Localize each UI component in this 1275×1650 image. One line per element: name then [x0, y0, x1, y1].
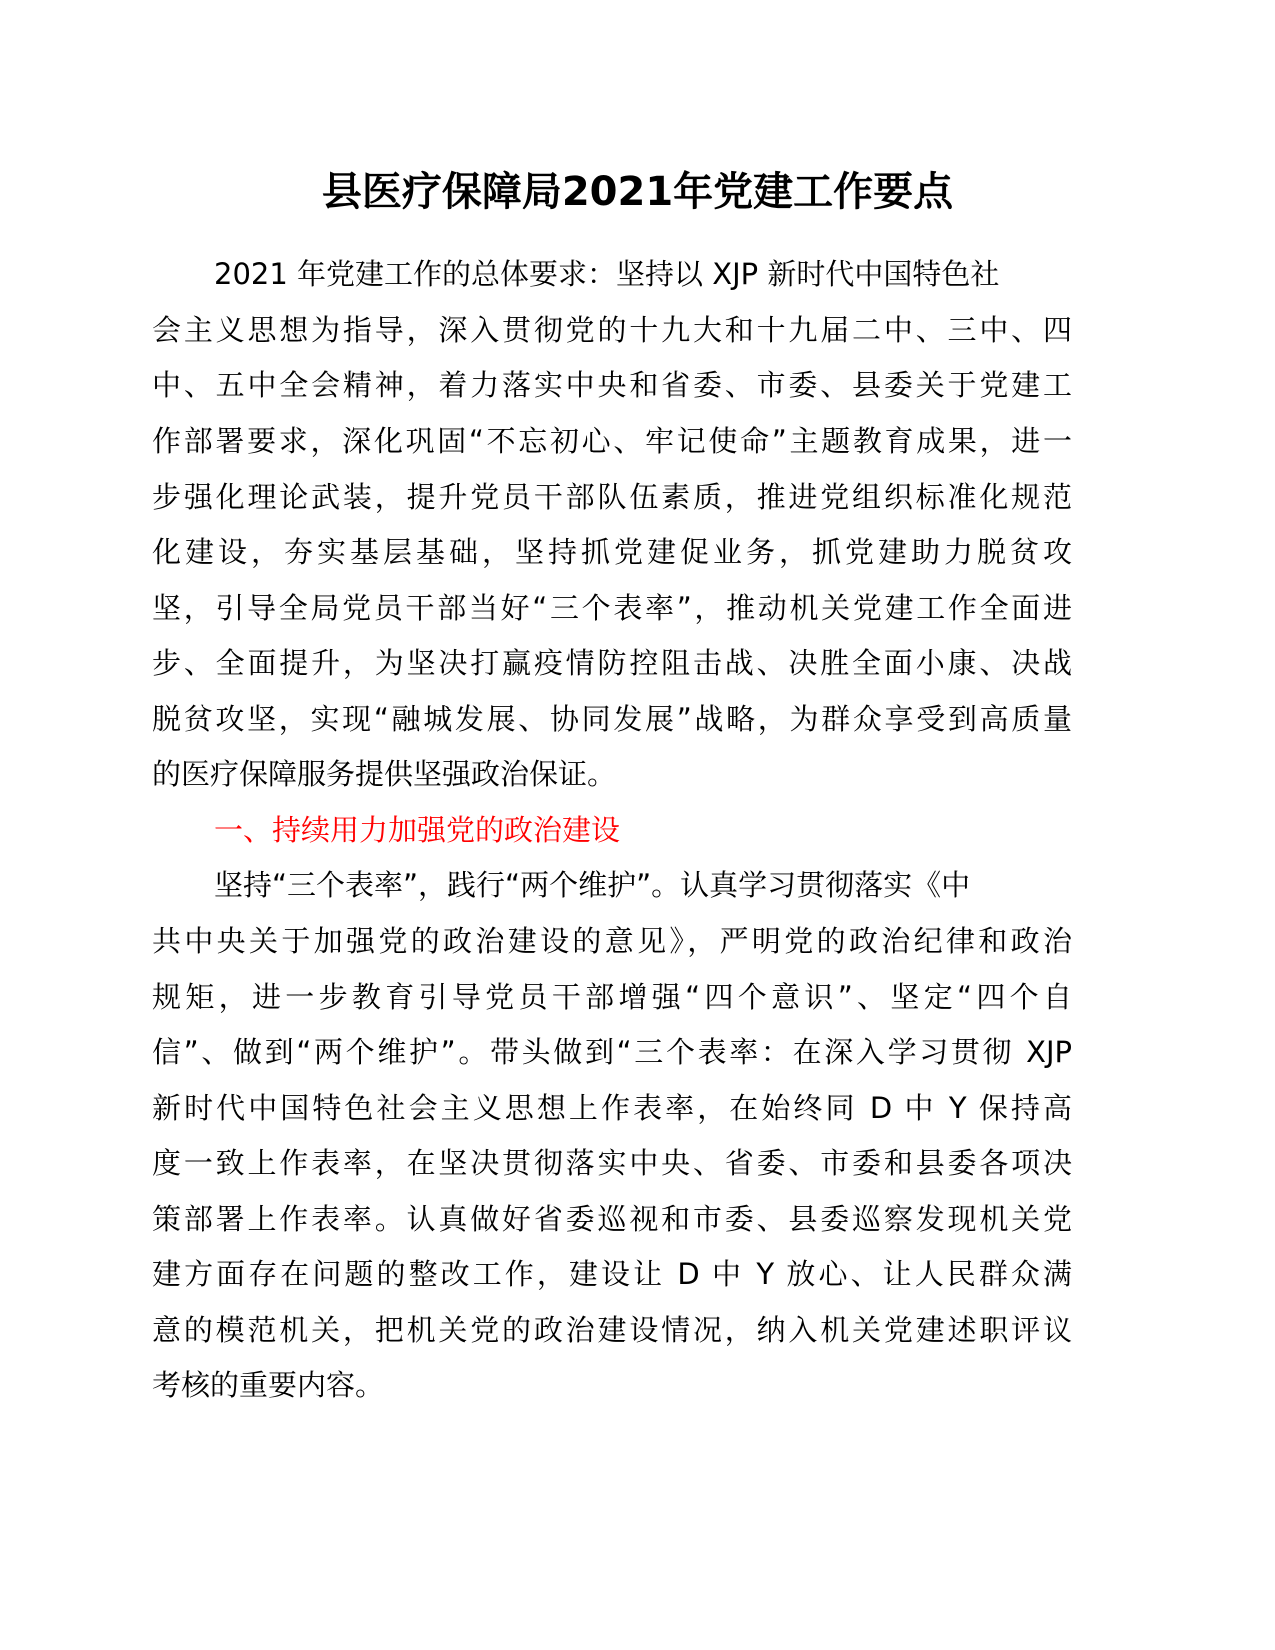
paragraph-line: 的医疗保障服务提供坚强政治保证。	[152, 757, 617, 791]
section-heading: 一、持续用力加强党的政治建设	[214, 813, 621, 847]
paragraph-line: 意的模范机关，把机关党的政治建设情况，纳入机关党建述职评议	[152, 1313, 1072, 1347]
paragraph-line: 中、五中全会精神，着力落实中央和省委、市委、县委关于党建工	[152, 368, 1072, 402]
paragraph-line: 策部署上作表率。认真做好省委巡视和市委、县委巡察发现机关党	[152, 1202, 1072, 1236]
paragraph-line: 会主义思想为指导，深入贯彻党的十九大和十九届二中、三中、四	[152, 313, 1072, 347]
document-title: 县医疗保障局2021年党建工作要点	[321, 169, 954, 215]
paragraph-line: 坚，引导全局党员干部当好“三个表率”，推动机关党建工作全面进	[152, 591, 1072, 625]
paragraph-line: 共中央关于加强党的政治建设的意见》，严明党的政治纪律和政治	[152, 924, 1072, 958]
paragraph-line: 脱贫攻坚，实现“融城发展、协同发展”战略，为群众享受到高质量	[152, 702, 1072, 736]
paragraph-line: 步、全面提升，为坚决打赢疫情防控阻击战、决胜全面小康、决战	[152, 646, 1072, 680]
paragraph-line: 坚持“三个表率”，践行“两个维护”。认真学习贯彻落实《中	[214, 868, 971, 902]
paragraph-line: 信”、做到“两个维护”。带头做到“三个表率：在深入学习贯彻 XJP	[152, 1035, 1072, 1069]
paragraph-line: 考核的重要内容。	[152, 1368, 385, 1402]
paragraph-line: 作部署要求，深化巩固“不忘初心、牢记使命”主题教育成果，进一	[152, 424, 1072, 458]
paragraph-line: 建方面存在问题的整改工作，建设让 D 中 Y 放心、让人民群众满	[152, 1257, 1072, 1291]
paragraph-line: 新时代中国特色社会主义思想上作表率，在始终同 D 中 Y 保持高	[152, 1091, 1072, 1125]
paragraph-line: 度一致上作表率，在坚决贯彻落实中央、省委、市委和县委各项决	[152, 1146, 1072, 1180]
paragraph-line: 步强化理论武装，提升党员干部队伍素质，推进党组织标准化规范	[152, 480, 1072, 514]
paragraph-line: 2021 年党建工作的总体要求：坚持以 XJP 新时代中国特色社	[214, 257, 1000, 291]
paragraph-line: 化建设，夯实基层基础，坚持抓党建促业务，抓党建助力脱贫攻	[152, 535, 1072, 569]
paragraph-line: 规矩，进一步教育引导党员干部增强“四个意识”、坚定“四个自	[152, 980, 1072, 1014]
